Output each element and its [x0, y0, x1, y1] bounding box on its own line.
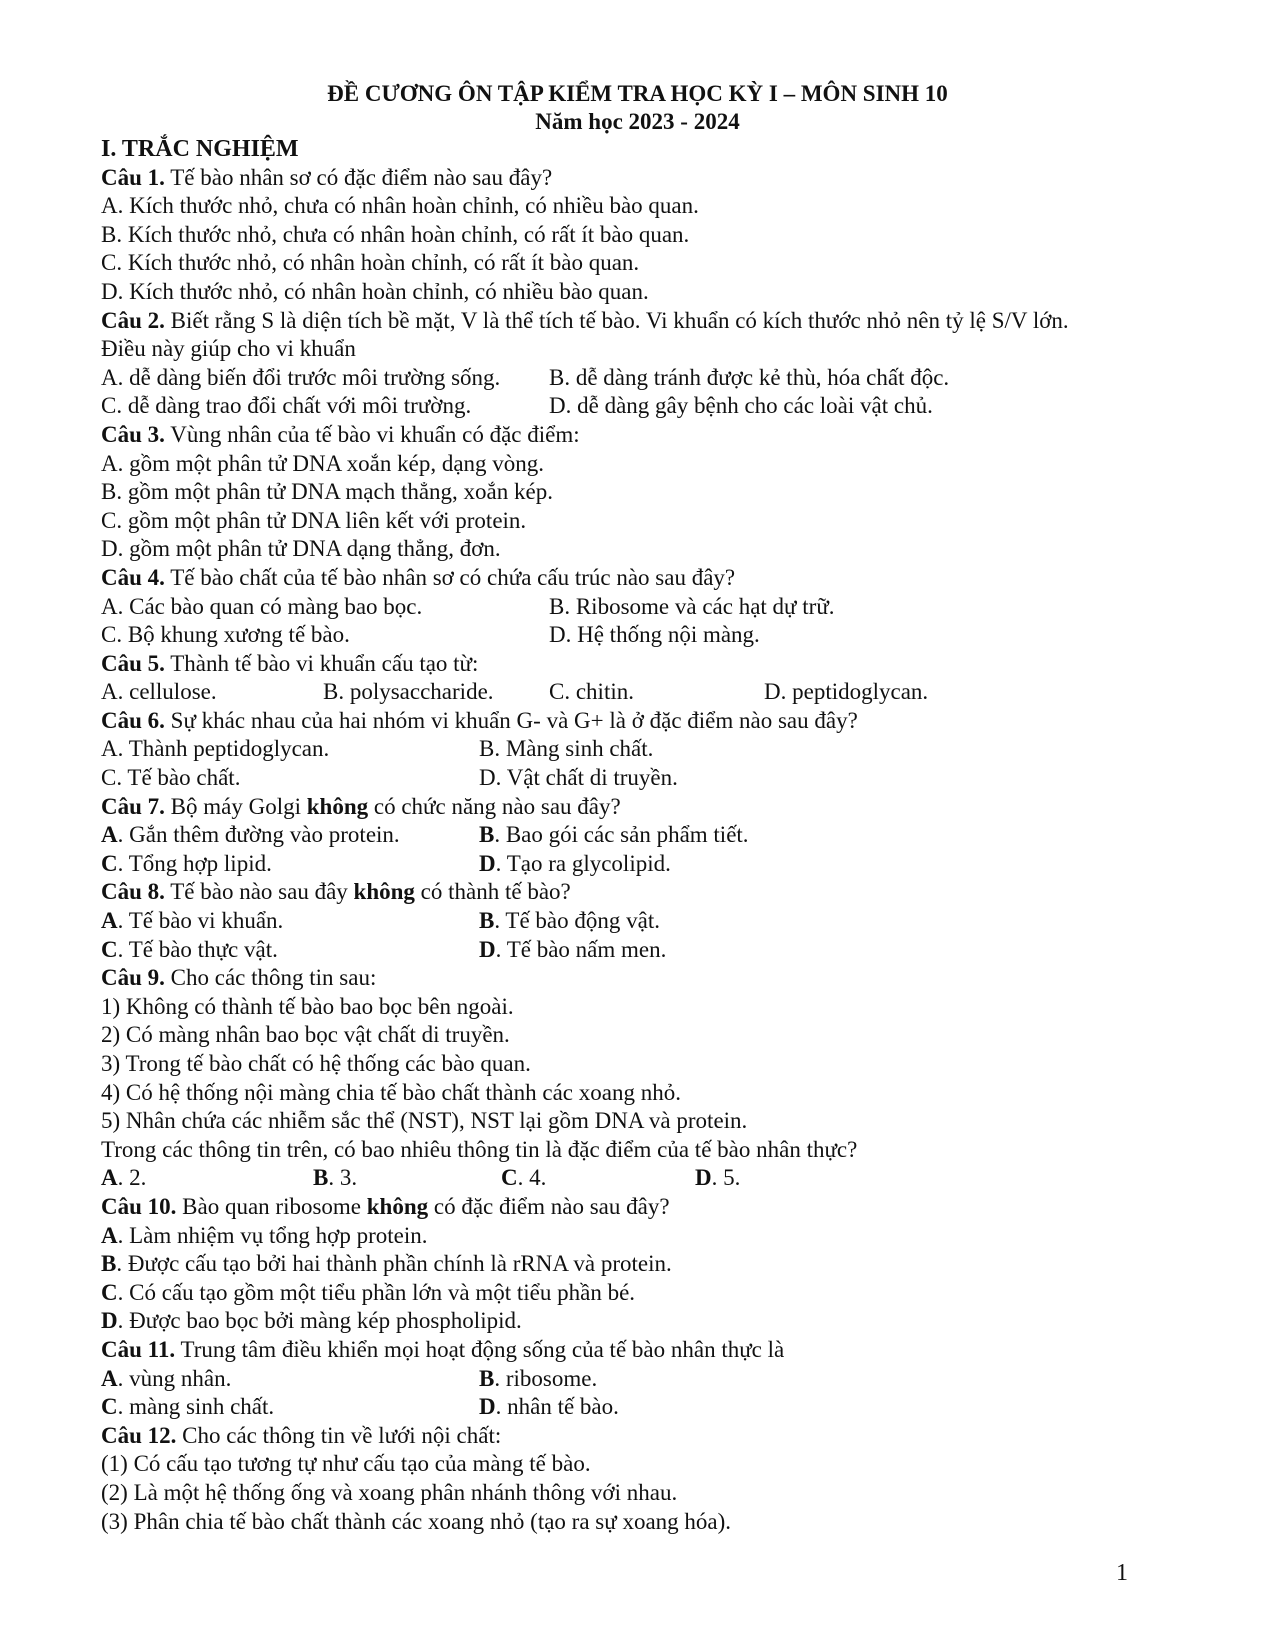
option-text: . Được bao bọc bởi màng kép phospholipid. — [117, 1308, 522, 1334]
answer-option: B. Kích thước nhỏ, chưa có nhân hoàn chỉnh, có rất ít bào quan. — [101, 221, 690, 247]
option-letter: D — [695, 1165, 712, 1191]
document-title: ĐỀ CƯƠNG ÔN TẬP KIỂM TRA HỌC KỲ I – MÔN SINH 10 — [327, 81, 948, 106]
answer-option: A. gồm một phân tử DNA xoắn kép, dạng vòng. — [101, 450, 545, 476]
option-letter: A — [101, 1222, 118, 1248]
answer-option — [101, 850, 272, 879]
answer-option: C. chitin. — [549, 679, 634, 705]
option-letter: B — [479, 1365, 495, 1391]
answer-option: D. dễ dàng gây bệnh cho các loài vật chủ. — [549, 393, 933, 419]
question-prompt: Trong các thông tin trên, có bao nhiêu thông tin là đặc điểm của tế bào nhân thực? — [101, 1136, 858, 1162]
option-letter: A — [101, 908, 118, 934]
option-text: . Tế bào nấm men. — [495, 936, 667, 962]
question-12 — [101, 1422, 1181, 1451]
question-number: Câu 12. — [101, 1422, 177, 1448]
answer-row — [101, 735, 1181, 764]
option-letter: B — [101, 1251, 117, 1277]
answer-row — [101, 936, 1181, 965]
option-text: . Bao gói các sản phẩm tiết. — [494, 822, 749, 848]
question-number: Câu 5. — [101, 650, 165, 676]
question-text: Tế bào nào sau đây — [164, 879, 354, 905]
question-number: Câu 4. — [101, 564, 165, 590]
option-text: . Gắn thêm đường vào protein. — [117, 822, 400, 848]
option-letter: D — [479, 1394, 496, 1420]
question-number: Câu 9. — [101, 965, 165, 991]
document-subtitle: Năm học 2023 - 2024 — [535, 109, 740, 134]
answer-option: A. Kích thước nhỏ, chưa có nhân hoàn chỉnh, có nhiều bào quan. — [101, 193, 699, 219]
question-text: Vùng nhân của tế bào vi khuẩn có đặc điểm: — [164, 421, 580, 447]
question-text: Biết rằng S là diện tích bề mặt, V là thể tích tế bào. Vi khuẩn có kích thước nhỏ nên tỷ lệ S/V lớn. — [164, 307, 1069, 333]
answer-option — [479, 936, 666, 965]
question-number: Câu 10. — [101, 1193, 177, 1219]
question-text: Trung tâm điều khiển mọi hoạt động sống của tế bào nhân thực là — [175, 1336, 785, 1362]
option-text: . Tế bào động vật. — [494, 908, 660, 934]
answer-option — [479, 850, 671, 879]
answer-option: C. Bộ khung xương tế bào. — [101, 622, 350, 648]
exam-content — [101, 135, 1181, 1536]
option-text: . ribosome. — [494, 1365, 598, 1391]
answer-option: A. Thành peptidoglycan. — [101, 736, 330, 762]
answer-option: A. cellulose. — [101, 679, 217, 705]
page-number: 1 — [1116, 1560, 1128, 1586]
option-text: . Được cấu tạo bởi hai thành phần chính là rRNA và protein. — [116, 1251, 672, 1277]
option-text: . Có cấu tạo gồm một tiểu phần lớn và một tiểu phần bé. — [117, 1279, 636, 1305]
option-text: . Tạo ra glycolipid. — [495, 850, 671, 876]
answer-option: C. gồm một phân tử DNA liên kết với protein. — [101, 507, 527, 533]
answer-option — [479, 1365, 597, 1394]
answer-row — [101, 907, 1181, 936]
answer-option — [695, 1164, 740, 1193]
question-1 — [101, 164, 1181, 193]
emphasis-text: không — [366, 1193, 429, 1219]
answer-option — [479, 1393, 619, 1422]
question-8 — [101, 878, 1181, 907]
answer-option: A. dễ dàng biến đổi trước môi trường sống. — [101, 364, 501, 390]
answer-option — [479, 907, 660, 936]
option-letter: A — [101, 1165, 118, 1191]
question-text: có đặc điểm nào sau đây? — [428, 1193, 670, 1219]
option-text: . Làm nhiệm vụ tổng hợp protein. — [117, 1222, 428, 1248]
answer-option — [479, 821, 749, 850]
answer-row — [101, 392, 1181, 421]
question-number: Câu 2. — [101, 307, 165, 333]
question-text: Cho các thông tin về lưới nội chất: — [176, 1422, 502, 1448]
question-text: Cho các thông tin sau: — [164, 965, 377, 991]
option-text: . 3. — [328, 1165, 358, 1191]
answer-option: B. polysaccharide. — [323, 679, 494, 705]
option-letter: C — [501, 1165, 518, 1191]
question-text: Tế bào nhân sơ có đặc điểm nào sau đây? — [164, 164, 553, 190]
section-heading: I. TRẮC NGHIỆM — [101, 136, 299, 162]
answer-option — [101, 907, 283, 936]
question-2 — [101, 307, 1181, 336]
answer-option — [101, 1250, 1181, 1279]
option-text: . nhân tế bào. — [495, 1394, 619, 1420]
answer-option: D. Hệ thống nội màng. — [549, 622, 760, 648]
answer-option: B. gồm một phân tử DNA mạch thẳng, xoắn kép. — [101, 479, 553, 505]
answer-option: B. Màng sinh chất. — [479, 736, 654, 762]
option-letter: B — [479, 822, 495, 848]
emphasis-text: không — [353, 879, 415, 905]
option-letter: A — [101, 822, 118, 848]
option-letter: B — [479, 908, 495, 934]
answer-option — [101, 1365, 231, 1394]
option-letter: D — [101, 1308, 118, 1334]
answer-option — [101, 821, 400, 850]
question-number: Câu 7. — [101, 793, 165, 819]
option-text: . 5. — [711, 1165, 741, 1191]
question-number: Câu 11. — [101, 1336, 176, 1362]
option-text: . 4. — [517, 1165, 547, 1191]
info-item: (3) Phân chia tế bào chất thành các xoang nhỏ (tạo ra sự xoang hóa). — [101, 1508, 732, 1534]
question-text: Tế bào chất của tế bào nhân sơ có chứa cấu trúc nào sau đây? — [164, 564, 736, 590]
answer-option — [101, 1279, 1181, 1308]
answer-row — [101, 621, 1181, 650]
answer-option — [101, 1307, 1181, 1336]
answer-option — [313, 1164, 357, 1193]
option-letter: C — [101, 850, 118, 876]
answer-option: D. Vật chất di truyền. — [479, 765, 678, 791]
answer-option — [101, 1393, 274, 1422]
option-text: . màng sinh chất. — [117, 1394, 275, 1420]
option-text: . vùng nhân. — [117, 1365, 232, 1391]
question-9 — [101, 964, 1181, 993]
answer-option — [101, 1164, 146, 1193]
option-letter: C — [101, 1394, 118, 1420]
answer-option: D. Kích thước nhỏ, có nhân hoàn chỉnh, có nhiều bào quan. — [101, 278, 649, 304]
info-item: 4) Có hệ thống nội màng chia tế bào chất thành các xoang nhỏ. — [101, 1079, 681, 1105]
emphasis-text: không — [306, 793, 369, 819]
option-letter: D — [479, 850, 496, 876]
answer-option: A. Các bào quan có màng bao bọc. — [101, 593, 423, 619]
answer-option: C. Kích thước nhỏ, có nhân hoàn chỉnh, có rất ít bào quan. — [101, 250, 640, 276]
option-letter: C — [101, 936, 118, 962]
info-item: 1) Không có thành tế bào bao bọc bên ngoài. — [101, 993, 514, 1019]
answer-row — [101, 678, 1181, 707]
answer-option: D. peptidoglycan. — [764, 679, 929, 705]
option-text: . Tế bào thực vật. — [117, 936, 278, 962]
question-text: Bộ máy Golgi — [164, 793, 307, 819]
option-letter: A — [101, 1365, 118, 1391]
option-text: . 2. — [117, 1165, 147, 1191]
answer-row — [101, 1365, 1181, 1394]
question-6 — [101, 707, 1181, 736]
info-item: 2) Có màng nhân bao bọc vật chất di truyền. — [101, 1022, 510, 1048]
option-text: . Tổng hợp lipid. — [117, 850, 272, 876]
question-text: Thành tế bào vi khuẩn cấu tạo từ: — [164, 650, 479, 676]
question-5 — [101, 650, 1181, 679]
question-text-continued: Điều này giúp cho vi khuẩn — [101, 336, 356, 362]
answer-option — [501, 1164, 546, 1193]
option-letter: D — [479, 936, 496, 962]
answer-option: B. Ribosome và các hạt dự trữ. — [549, 593, 835, 619]
answer-row — [101, 764, 1181, 793]
question-number: Câu 6. — [101, 707, 165, 733]
answer-option: C. Tế bào chất. — [101, 765, 241, 791]
answer-option: B. dễ dàng tránh được kẻ thù, hóa chất độc. — [549, 364, 950, 390]
answer-row — [101, 850, 1181, 879]
question-text: Sự khác nhau của hai nhóm vi khuẩn G- và G+ là ở đặc điểm nào sau đây? — [164, 707, 858, 733]
option-letter: B — [313, 1165, 329, 1191]
question-text: có chức năng nào sau đây? — [368, 793, 621, 819]
answer-option: D. gồm một phân tử DNA dạng thẳng, đơn. — [101, 536, 501, 562]
answer-row — [101, 821, 1181, 850]
answer-option: C. dễ dàng trao đổi chất với môi trường. — [101, 393, 472, 419]
answer-option — [101, 936, 278, 965]
answer-option — [101, 1222, 1181, 1251]
question-number: Câu 1. — [101, 164, 165, 190]
question-11 — [101, 1336, 1181, 1365]
info-item: (2) Là một hệ thống ống và xoang phân nhánh thông với nhau. — [101, 1479, 678, 1505]
question-7 — [101, 793, 1181, 822]
question-text: Bào quan ribosome — [176, 1193, 367, 1219]
option-letter: C — [101, 1279, 118, 1305]
question-10 — [101, 1193, 1181, 1222]
info-item: 3) Trong tế bào chất có hệ thống các bào quan. — [101, 1051, 531, 1076]
option-text: . Tế bào vi khuẩn. — [117, 908, 284, 934]
info-item: (1) Có cấu tạo tương tự như cấu tạo của màng tế bào. — [101, 1451, 591, 1477]
answer-row — [101, 364, 1181, 393]
answer-row — [101, 1164, 1181, 1193]
question-4 — [101, 564, 1181, 593]
question-number: Câu 3. — [101, 421, 165, 447]
question-number: Câu 8. — [101, 879, 165, 905]
answer-row — [101, 593, 1181, 622]
answer-row — [101, 1393, 1181, 1422]
info-item: 5) Nhân chứa các nhiễm sắc thể (NST), NST lại gồm DNA và protein. — [101, 1108, 748, 1134]
question-3 — [101, 421, 1181, 450]
question-text: có thành tế bào? — [414, 879, 571, 905]
